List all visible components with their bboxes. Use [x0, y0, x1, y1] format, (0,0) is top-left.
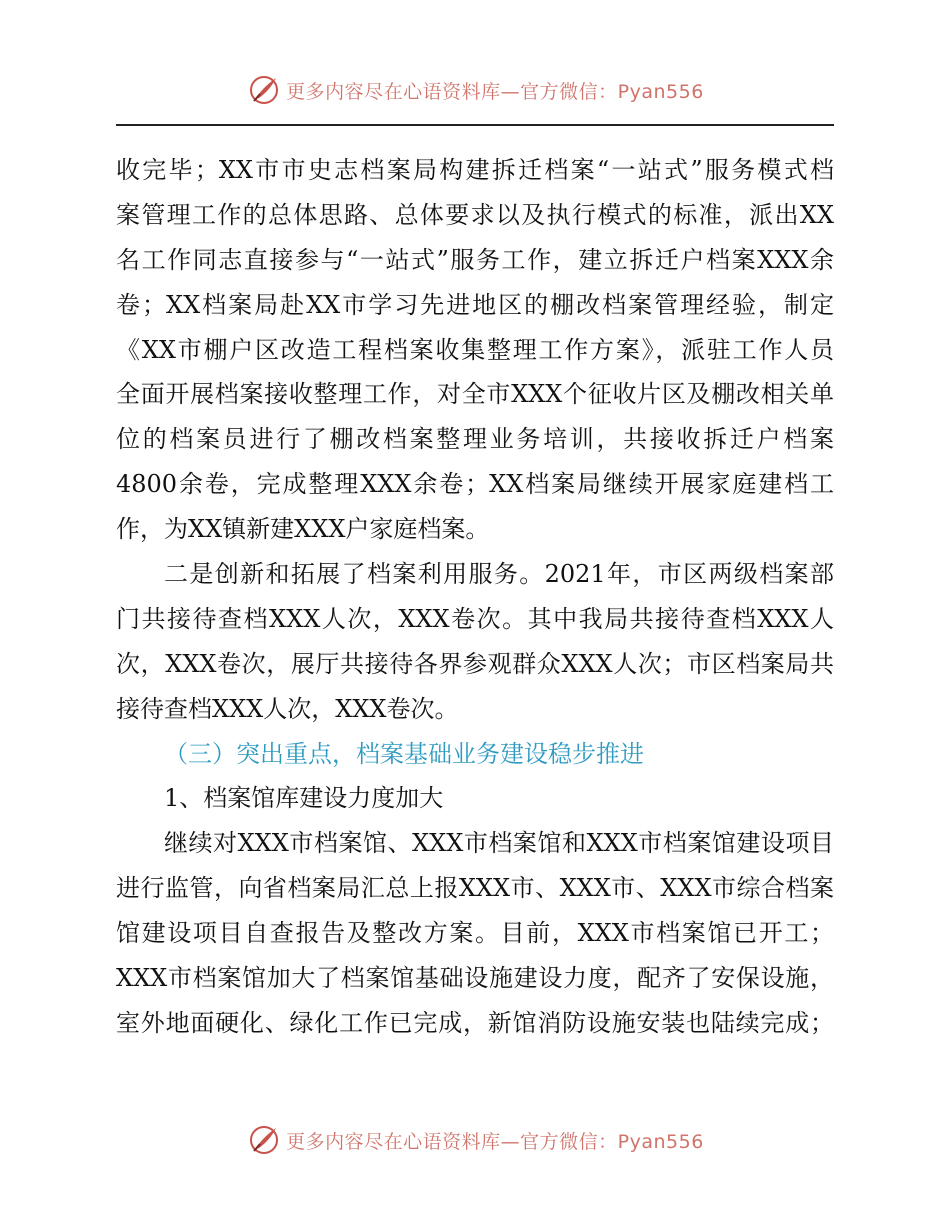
body-line: 作，为XX镇新建XXX户家庭档案。 — [116, 515, 490, 544]
body-line: 卷；XX档案局赴XX市学习先进地区的棚改档案管理经验，制定 — [116, 290, 834, 319]
header-brand-text: 更多内容尽在心语资料库—官方微信：Pyan556 — [286, 80, 704, 103]
body-line: 继续对XXX市档案馆、XXX市档案馆和XXX市档案馆建设项目 — [164, 829, 834, 858]
body-line: 次，XXX卷次，展厅共接待各界参观群众XXX人次；市区档案局共 — [116, 649, 834, 678]
document-body — [116, 148, 834, 1046]
body-line: 案管理工作的总体思路、总体要求以及执行模式的标准，派出XX — [116, 200, 834, 229]
body-line: 二是创新和拓展了档案利用服务。2021年，市区两级档案部 — [164, 560, 834, 589]
body-line: 进行监管，向省档案局汇总上报XXX市、XXX市、XXX市综合档案 — [116, 874, 834, 903]
body-line: 4800余卷，完成整理XXX余卷；XX档案局继续开展家庭建档工 — [116, 470, 834, 499]
body-line: XXX市档案馆加大了档案馆基础设施建设力度，配齐了安保设施， — [116, 964, 834, 993]
section-heading: （三）突出重点，档案基础业务建设稳步推进 — [164, 739, 644, 768]
body-line: 名工作同志直接参与“一站式”服务工作，建立拆迁户档案XXX余 — [116, 245, 834, 274]
body-line: 《XX市棚户区改造工程档案收集整理工作方案》，派驻工作人员 — [116, 335, 834, 364]
feather-pen-logo-icon — [246, 1122, 282, 1158]
footer-brand-text: 更多内容尽在心语资料库—官方微信：Pyan556 — [286, 1130, 704, 1153]
body-line: 门共接待查档XXX人次，XXX卷次。其中我局共接待查档XXX人 — [116, 604, 834, 633]
subsection-heading: 1、档案馆库建设力度加大 — [164, 784, 444, 813]
page-header — [0, 68, 950, 112]
body-line: 接待查档XXX人次，XXX卷次。 — [116, 694, 459, 723]
feather-pen-logo-icon — [246, 72, 282, 108]
body-line: 全面开展档案接收整理工作，对全市XXX个征收片区及棚改相关单 — [116, 380, 834, 409]
page-footer — [0, 1118, 950, 1162]
body-line: 馆建设项目自查报告及整改方案。目前，XXX市档案馆已开工； — [116, 919, 834, 948]
header-divider — [116, 124, 834, 126]
body-line: 室外地面硬化、绿化工作已完成，新馆消防设施安装也陆续完成； — [116, 1008, 834, 1037]
body-line: 位的档案员进行了棚改档案整理业务培训，共接收拆迁户档案 — [116, 425, 834, 454]
body-line: 收完毕；XX市市史志档案局构建拆迁档案“一站式”服务模式档 — [116, 156, 834, 184]
